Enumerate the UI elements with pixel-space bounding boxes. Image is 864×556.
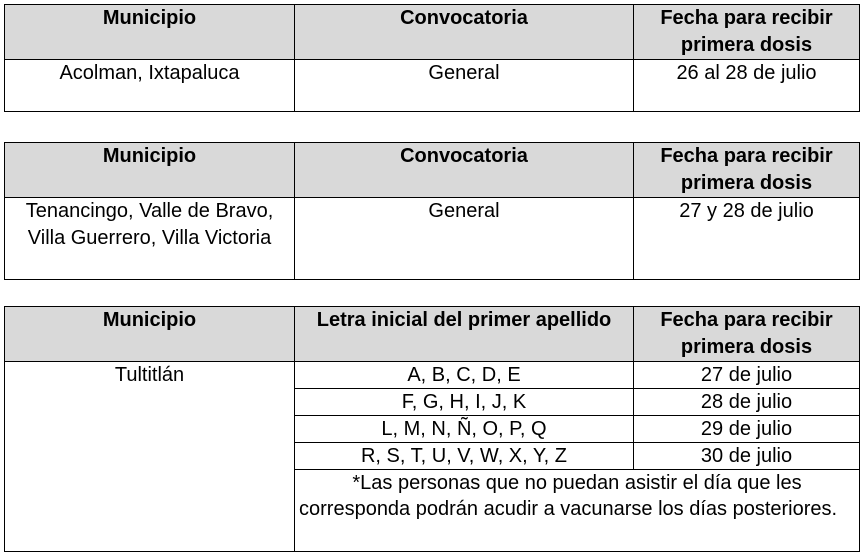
table-row bbox=[5, 362, 860, 389]
cell-municipio: Tultitlán bbox=[5, 362, 295, 552]
table-row bbox=[5, 198, 860, 280]
cell-letras: L, M, N, Ñ, O, P, Q bbox=[295, 416, 634, 443]
header-municipio: Municipio bbox=[5, 143, 295, 198]
cell-fecha: 26 al 28 de julio bbox=[634, 60, 860, 112]
schedule-table-acolman bbox=[4, 4, 860, 112]
cell-municipio: Acolman, Ixtapaluca bbox=[5, 60, 295, 112]
cell-letras: R, S, T, U, V, W, X, Y, Z bbox=[295, 443, 634, 470]
header-fecha: Fecha para recibir primera dosis bbox=[634, 5, 860, 60]
schedule-table-tenancingo bbox=[4, 142, 860, 280]
header-convocatoria: Convocatoria bbox=[295, 5, 634, 60]
cell-convocatoria: General bbox=[295, 198, 634, 280]
header-convocatoria: Convocatoria bbox=[295, 143, 634, 198]
cell-municipio: Tenancingo, Valle de Bravo, Villa Guerrero, Villa Victoria bbox=[5, 198, 295, 280]
header-fecha: Fecha para recibir primera dosis bbox=[634, 307, 860, 362]
header-fecha: Fecha para recibir primera dosis bbox=[634, 143, 860, 198]
cell-letras: A, B, C, D, E bbox=[295, 362, 634, 389]
cell-letras: F, G, H, I, J, K bbox=[295, 389, 634, 416]
cell-fecha: 30 de julio bbox=[634, 443, 860, 470]
table-header-row bbox=[5, 307, 860, 362]
note-text: *Las personas que no puedan asistir el día que les corresponda podrán acudir a vacunarse los días posteriores. bbox=[295, 470, 860, 552]
table-header-row bbox=[5, 143, 860, 198]
table-header-row bbox=[5, 5, 860, 60]
schedule-table-tultitlan bbox=[4, 306, 860, 552]
cell-convocatoria: General bbox=[295, 60, 634, 112]
cell-fecha: 28 de julio bbox=[634, 389, 860, 416]
cell-fecha: 29 de julio bbox=[634, 416, 860, 443]
header-letra-inicial: Letra inicial del primer apellido bbox=[295, 307, 634, 362]
header-municipio: Municipio bbox=[5, 5, 295, 60]
cell-fecha: 27 y 28 de julio bbox=[634, 198, 860, 280]
table-row bbox=[5, 60, 860, 112]
cell-fecha: 27 de julio bbox=[634, 362, 860, 389]
header-municipio: Municipio bbox=[5, 307, 295, 362]
